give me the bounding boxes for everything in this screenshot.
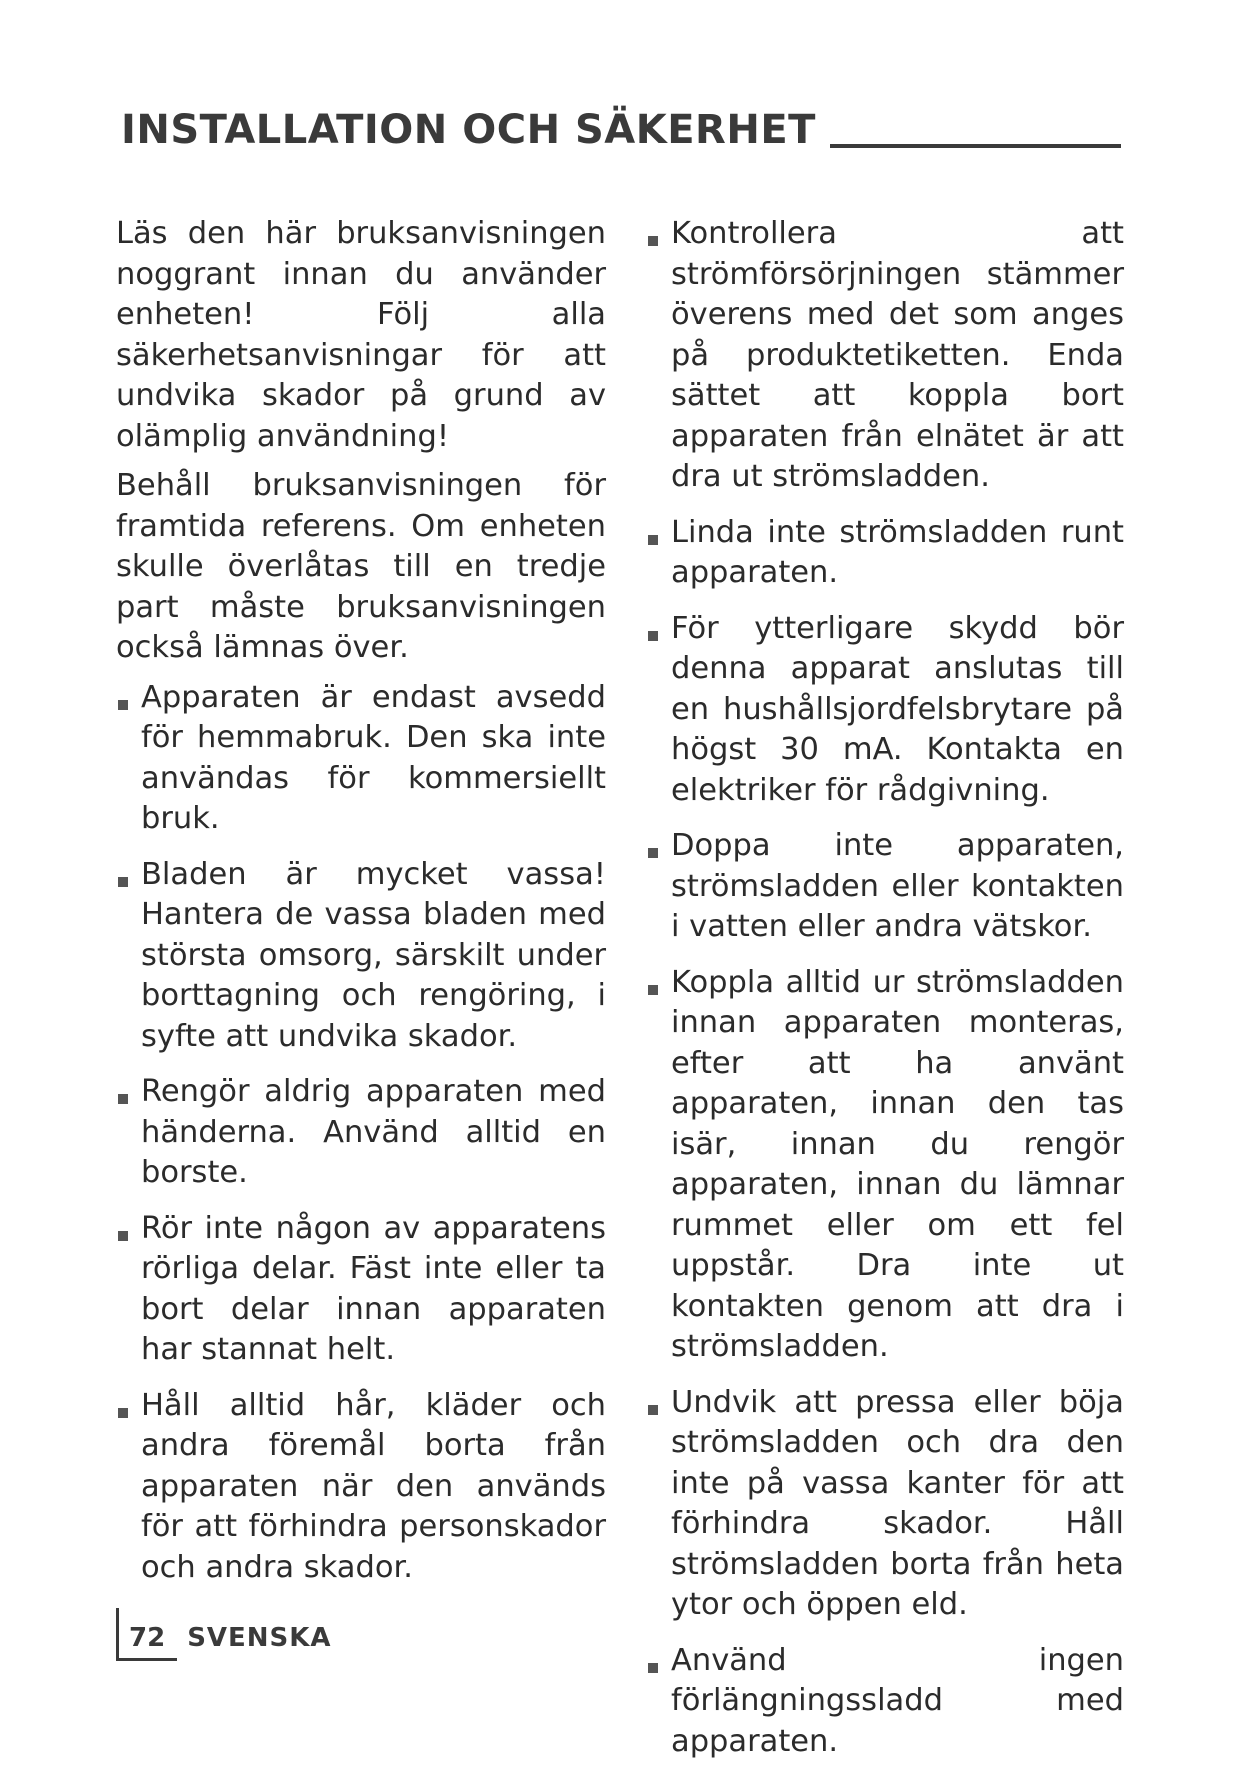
heading-rule (830, 144, 1121, 148)
list-item-text: Håll alltid hår, kläder och andra föremål borta från apparaten när den används för att förhindra personskador och andra skador. (141, 1387, 606, 1585)
list-item (646, 963, 1124, 1368)
bullet-square-icon (118, 1408, 128, 1418)
list-item-text: Rengör aldrig apparaten med händerna. Använd alltid en borste. (141, 1074, 606, 1190)
list-item-text: Undvik att pressa eller böja strömsladden och dra den inte på vassa kanter för att förhindra skador. Håll strömsladden borta från heta ytor och öppen eld. (671, 1384, 1124, 1622)
list-item-text: Kontrollera att strömförsörjningen stämmer överens med det som anges på produktetiketten. Enda sättet att koppla bort apparaten från elnätet är att dra ut strömsladden. (671, 216, 1124, 494)
list-item (646, 826, 1124, 948)
bullet-square-icon (118, 877, 128, 887)
list-item (646, 609, 1124, 812)
list-item-text: Använd ingen förlängningssladd med apparaten. (671, 1642, 1124, 1759)
bullet-square-icon (648, 236, 658, 246)
bullet-square-icon (648, 1663, 658, 1673)
list-item-text: Rör inte någon av apparatens rörliga delar. Fäst inte eller ta bort delar innan apparaten har stannat helt. (141, 1210, 606, 1367)
list-item (116, 678, 606, 840)
list-item (646, 1641, 1124, 1763)
list-item (116, 1209, 606, 1371)
list-item-text: För ytterligare skydd bör denna apparat anslutas till en hushållsjordfelsbrytare på högst 30 mA. Kontakta en elektriker för rådgivning. (671, 610, 1124, 808)
bullet-square-icon (648, 848, 658, 858)
page-number: 72 (129, 1622, 166, 1653)
page-number-bracket (116, 1608, 177, 1661)
bullet-square-icon (118, 1231, 128, 1241)
list-item (646, 513, 1124, 594)
bullet-square-icon (648, 985, 658, 995)
page-footer (116, 1608, 332, 1661)
safety-list (116, 678, 606, 1589)
footer-language: SVENSKA (187, 1622, 332, 1653)
bullet-square-icon (648, 535, 658, 545)
page-heading (121, 107, 1121, 153)
list-item-text: Doppa inte apparaten, strömsladden eller kontakten i vatten eller andra vätskor. (671, 828, 1124, 944)
list-item-text: Bladen är mycket vassa! Hantera de vassa bladen med största omsorg, särskilt under borttagning och rengöring, i syfte att undvika skador. (141, 856, 606, 1054)
intro-paragraph: Behåll bruksanvisningen för framtida referens. Om enheten skulle överlåtas till en tredje part måste bruksanvisningen också lämnas över. (116, 468, 606, 665)
right-column (646, 214, 1124, 1777)
list-item (116, 1072, 606, 1194)
list-item (116, 855, 606, 1058)
bullet-square-icon (118, 700, 128, 710)
safety-list (646, 214, 1124, 1762)
bullet-square-icon (648, 1405, 658, 1415)
list-item (646, 214, 1124, 498)
list-item-text: Koppla alltid ur strömsladden innan apparaten monteras, efter att ha använt apparaten, innan den tas isär, innan du rengör apparaten, innan du lämnar rummet eller om ett fel uppstår. Dra inte ut kontakten genom att dra i strömsladden. (671, 964, 1124, 1364)
list-item-text: Apparaten är endast avsedd för hemmabruk. Den ska inte användas för kommersiellt bruk. (141, 679, 606, 836)
bullet-square-icon (118, 1094, 128, 1104)
page-title: INSTALLATION OCH SÄKERHET (121, 107, 816, 153)
bullet-square-icon (648, 631, 658, 641)
list-item (116, 1386, 606, 1589)
list-item (646, 1383, 1124, 1626)
list-item-text: Linda inte strömsladden runt apparaten. (671, 514, 1124, 590)
left-column (116, 214, 606, 1603)
intro-paragraph: Läs den här bruksanvisningen noggrant innan du använder enheten! Följ alla säkerhetsanvisningar för att undvika skador på grund av olämplig användning! (116, 216, 606, 454)
